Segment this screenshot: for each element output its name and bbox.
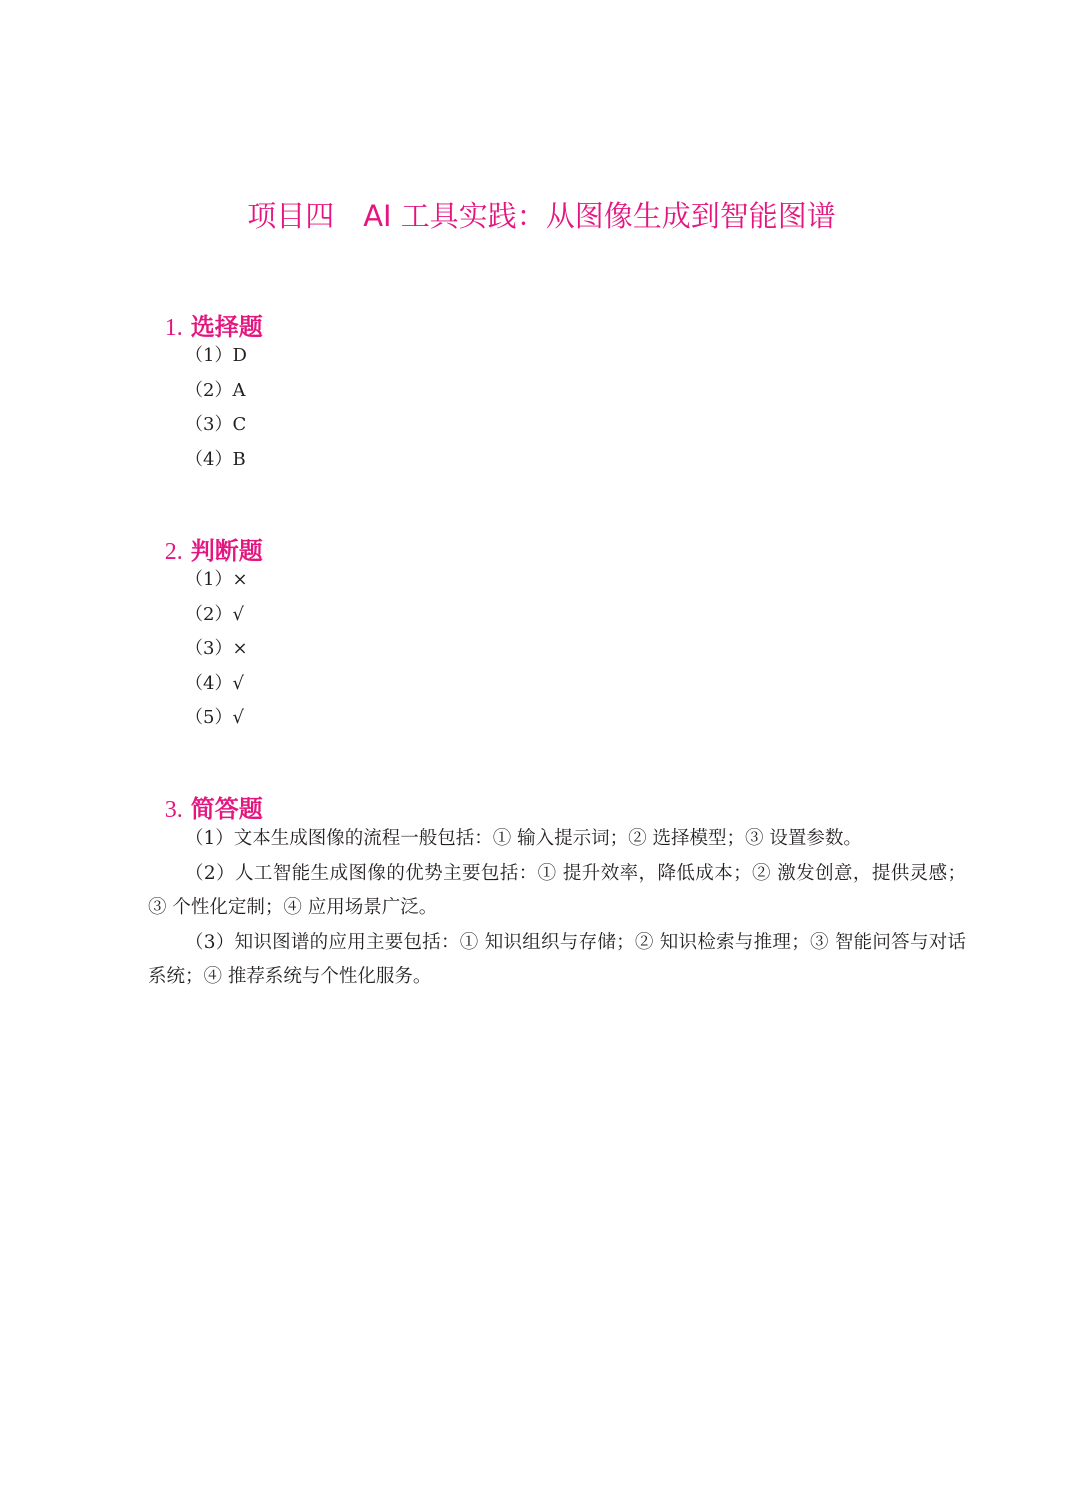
answer-item: （2）√: [185, 603, 244, 625]
choice-answer-list: [185, 339, 247, 477]
section-heading-choice: [148, 279, 263, 344]
section-heading-short-answer: [148, 761, 263, 826]
section-number: 2.: [164, 539, 183, 565]
judgement-answer-list: [185, 563, 248, 736]
answer-item: （3）×: [185, 638, 248, 659]
answer-item: （5）√: [185, 707, 244, 728]
answer-item: （3）C: [185, 414, 247, 435]
section-title: 简答题: [190, 795, 263, 823]
page-title: 项目四 AI 工具实践：从图像生成到智能图谱: [247, 199, 836, 233]
answer-paragraph: （3）知识图谱的应用主要包括：① 知识组织与存储；② 知识检索与推理；③ 智能问答与对话系统；④ 推荐系统与个性化服务。: [148, 931, 966, 987]
section-title: 判断题: [190, 537, 263, 565]
answer-item: （4）B: [185, 448, 246, 470]
section-title: 选择题: [190, 313, 263, 341]
section-heading-judgement: [148, 503, 263, 568]
answer-paragraph: （2）人工智能生成图像的优势主要包括：① 提升效率，降低成本；② 激发创意，提供灵感；③ 个性化定制；④ 应用场景广泛。: [148, 862, 966, 918]
answer-paragraph: （1）文本生成图像的流程一般包括：① 输入提示词；② 选择模型；③ 设置参数。: [185, 828, 862, 849]
answer-item: （1）D: [185, 345, 247, 366]
answer-item: （1）×: [185, 569, 248, 590]
answer-item: （2）A: [185, 379, 246, 401]
section-number: 3.: [164, 797, 183, 823]
short-answer-body: [148, 822, 966, 995]
section-number: 1.: [164, 315, 183, 341]
answer-item: （4）√: [185, 672, 244, 694]
